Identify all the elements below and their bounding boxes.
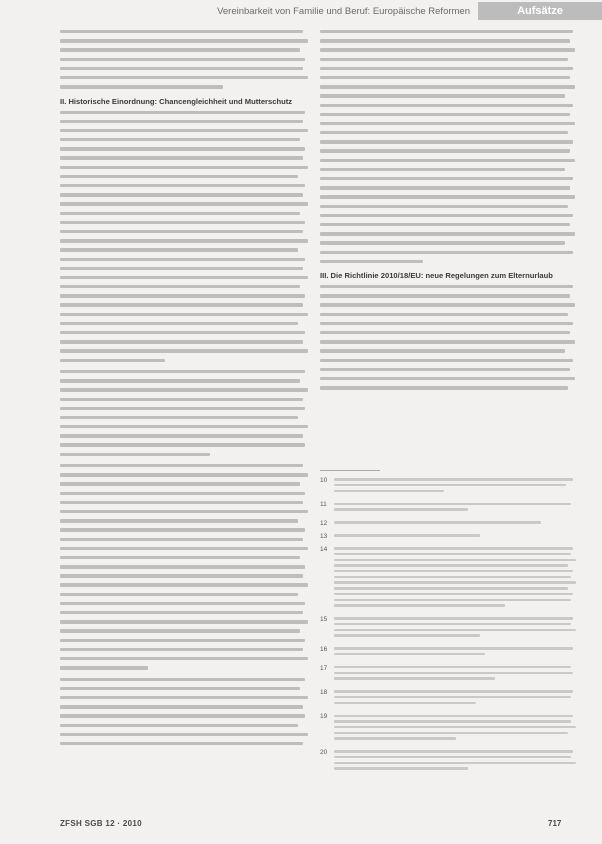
footnote-rule: [320, 470, 380, 471]
footnotes: [320, 470, 578, 779]
footnote: [320, 616, 578, 640]
footnote: [320, 689, 578, 707]
footnote: [320, 713, 578, 743]
body-paragraph: [320, 285, 578, 389]
footnote-number: 20: [320, 749, 328, 757]
left-column: [60, 30, 310, 753]
section-tab: Aufsätze: [478, 2, 602, 20]
footnote-number: 18: [320, 688, 328, 696]
body-paragraph: [320, 30, 578, 263]
footnote-number: 16: [320, 645, 328, 653]
footnote: [320, 646, 578, 659]
footnote: [320, 665, 578, 683]
page-number: 717: [548, 819, 562, 828]
footnote-number: 12: [320, 520, 328, 528]
body-paragraph: [60, 464, 310, 670]
running-title: Vereinbarkeit von Familie und Beruf: Europäische Reformen: [217, 6, 470, 17]
footnote-number: 17: [320, 664, 328, 672]
body-paragraph: [60, 30, 310, 89]
footnote-number: 19: [320, 713, 328, 721]
section-heading: II. Historische Einordnung: Chancengleichheit und Mutterschutz: [60, 96, 293, 106]
footnote-number: 13: [320, 533, 328, 541]
footnote: [320, 520, 578, 527]
footnote-number: 10: [320, 477, 328, 484]
body-paragraph: [60, 678, 310, 746]
right-column: [320, 30, 578, 398]
footnote-number: 15: [320, 615, 328, 623]
footnote: [320, 501, 578, 514]
section-heading: III. Die Richtlinie 2010/18/EU: neue Regelungen zum Elternurlaub: [320, 271, 553, 281]
footnote-number: 14: [320, 546, 328, 554]
journal-footer: ZFSH SGB 12 · 2010: [60, 819, 142, 828]
body-paragraph: [60, 370, 310, 456]
body-paragraph: [60, 111, 310, 362]
footnote: [320, 749, 578, 773]
footnote: [320, 533, 578, 540]
footnote-number: 11: [320, 501, 327, 509]
footnote: [320, 477, 578, 495]
footnote: [320, 546, 578, 610]
